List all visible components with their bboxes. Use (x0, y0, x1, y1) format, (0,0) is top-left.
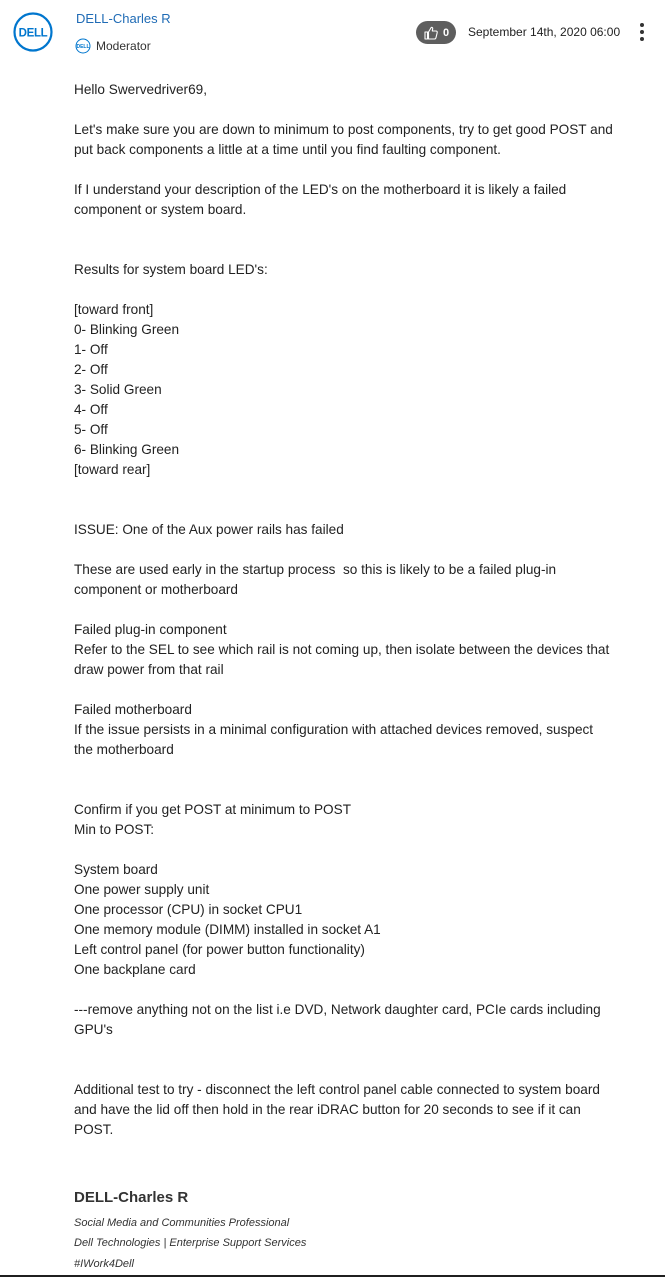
post-body-line (74, 220, 634, 240)
post-body-line: component or motherboard (74, 582, 238, 597)
post-body-line (74, 680, 634, 700)
post-body-line: If I understand your description of the LED's on the motherboard it is likely a failed (74, 182, 567, 197)
dell-badge-icon (75, 38, 91, 54)
post-body-line: Refer to the SEL to see which rail is not coming up, then isolate between the devices that (74, 642, 610, 657)
post-body-line: Min to POST: (74, 822, 155, 837)
signature-name: DELL-Charles R (74, 1189, 189, 1206)
post-body-line (74, 240, 634, 260)
post-body-line: ---remove anything not on the list i.e DVD, Network daughter card, PCIe cards including (74, 1002, 601, 1017)
post-body-line (74, 840, 634, 860)
post-body-line: GPU's (74, 1022, 113, 1037)
post-body-line (74, 760, 634, 780)
author-role (75, 37, 151, 55)
post-body-line (74, 780, 634, 800)
post-body-line: 5- Off (74, 422, 108, 437)
more-vertical-icon[interactable] (634, 20, 650, 44)
post-timestamp: September 14th, 2020 06:00 (468, 25, 621, 39)
post-body-line (74, 500, 634, 520)
post-body-line: the motherboard (74, 742, 174, 757)
post-body-line: 2- Off (74, 362, 108, 377)
post-body-line (74, 100, 634, 120)
author-name-link[interactable]: DELL-Charles R (76, 11, 171, 26)
post-body-line (74, 480, 634, 500)
post-body-line: [toward rear] (74, 462, 151, 477)
like-count: 0 (442, 26, 450, 39)
post-body-line: Additional test to try - disconnect the left control panel cable connected to system board (74, 1082, 600, 1097)
post-body-line: Left control panel (for power button functionality) (74, 942, 365, 957)
post-body-line (74, 1040, 634, 1060)
post-body-line: 0- Blinking Green (74, 322, 180, 337)
post-body-line: Confirm if you get POST at minimum to POST (74, 802, 351, 817)
post-body-line: These are used early in the startup process so this is likely to be a failed plug-in (74, 562, 557, 577)
post-body-line: Let's make sure you are down to minimum to post components, try to get good POST and (74, 122, 613, 137)
dell-logo-icon[interactable] (13, 12, 53, 52)
post-body-line: POST. (74, 1122, 114, 1137)
like-button[interactable] (416, 21, 456, 44)
post-body-line (74, 1060, 634, 1080)
svg-text:DELL: DELL (18, 27, 48, 40)
post-body-line: One power supply unit (74, 882, 210, 897)
post-body-line: 3- Solid Green (74, 382, 162, 397)
post-body-line: 4- Off (74, 402, 108, 417)
signature-company: Dell Technologies | Enterprise Support Services (74, 1237, 307, 1249)
post-body-line: 1- Off (74, 342, 108, 357)
post-body (74, 80, 634, 1140)
post-body-line: ISSUE: One of the Aux power rails has failed (74, 522, 344, 537)
post-body-line: Failed plug-in component (74, 622, 227, 637)
post-body-line: and have the lid off then hold in the rear iDRAC button for 20 seconds to see if it can (74, 1102, 581, 1117)
post-body-line: Hello Swervedriver69, (74, 82, 207, 97)
post-body-line: [toward front] (74, 302, 154, 317)
post-body-line (74, 160, 634, 180)
thumbs-up-icon (423, 25, 439, 41)
post-body-line (74, 980, 634, 1000)
post-body-line: put back components a little at a time until you find faulting component. (74, 142, 501, 157)
post-body-line: One processor (CPU) in socket CPU1 (74, 902, 303, 917)
post-body-line (74, 600, 634, 620)
post-body-line: Results for system board LED's: (74, 262, 268, 277)
post-body-line: draw power from that rail (74, 662, 224, 677)
post-body-line: Failed motherboard (74, 702, 192, 717)
post-body-line: If the issue persists in a minimal configuration with attached devices removed, suspect (74, 722, 594, 737)
post-body-line: component or system board. (74, 202, 247, 217)
role-label: Moderator (96, 39, 151, 53)
svg-text:DELL: DELL (76, 44, 90, 50)
signature-title: Social Media and Communities Professional (74, 1217, 290, 1229)
post-body-line: System board (74, 862, 158, 877)
signature-hashtag: #IWork4Dell (74, 1258, 134, 1270)
post-body-line: One backplane card (74, 962, 196, 977)
post-body-line (74, 540, 634, 560)
post-body-line: One memory module (DIMM) installed in socket A1 (74, 922, 381, 937)
post-body-line (74, 280, 634, 300)
post-body-line: 6- Blinking Green (74, 442, 180, 457)
